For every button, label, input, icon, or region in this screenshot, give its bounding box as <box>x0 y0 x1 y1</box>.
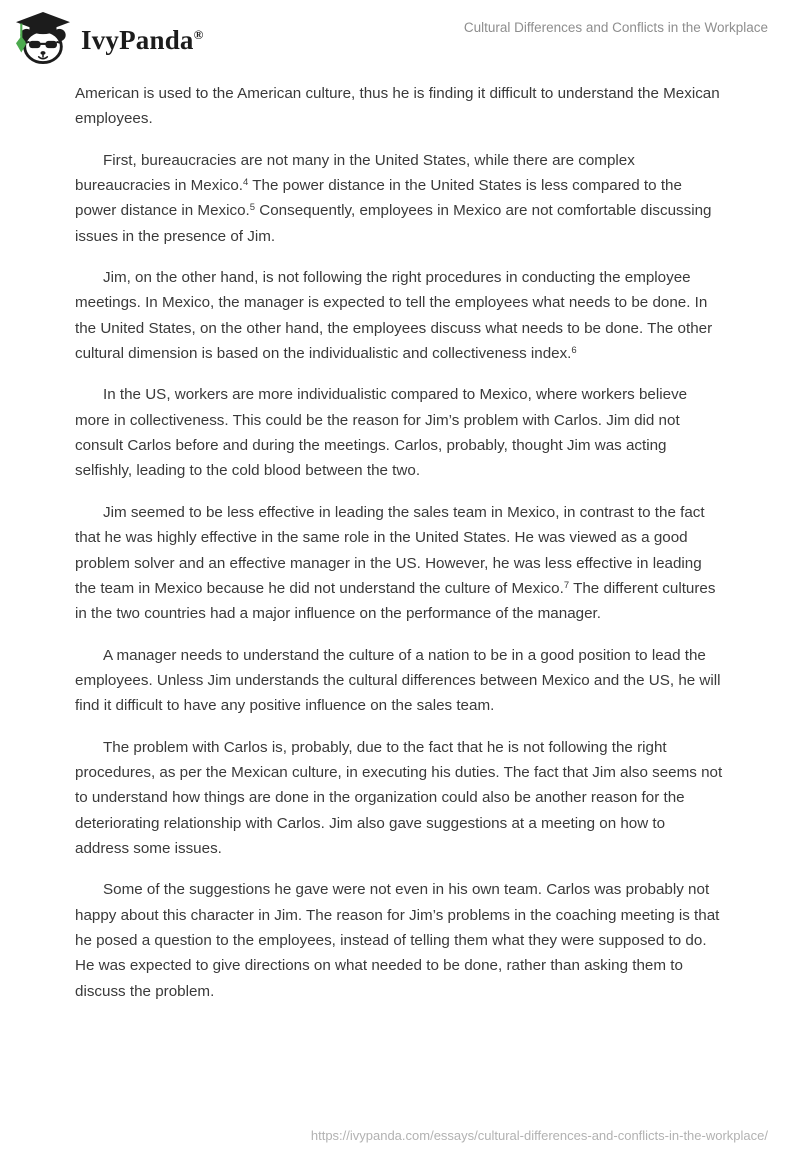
registered-trademark-symbol: ® <box>193 27 204 42</box>
paragraph: Some of the suggestions he gave were not even in his own team. Carlos was probably not happy about this character in Jim. The reason for Jim’s problems in the coaching meeting is that he posed a question to the employees, instead of telling them what they were supposed to do. He was expected to give directions on what needed to be done, rather than asking them to discuss the problem. <box>75 881 720 1000</box>
paragraph: In the US, workers are more individualistic compared to Mexico, where workers believe more in collectiveness. This could be the reason for Jim’s problem with Carlos. Jim did not consult Carlos before and during the meetings. Carlos, probably, thought Jim was acting selfishly, leading to the cold blood between the two. <box>75 386 688 480</box>
paragraph: A manager needs to understand the culture of a nation to be in a good position to lead the employees. Unless Jim understands the cultural differences between Mexico and the US, he will find it difficult to have any positive influence on the sales team. <box>75 646 721 715</box>
ivypanda-logo <box>14 8 204 67</box>
footnote-reference: 6 <box>571 345 577 357</box>
paragraph: The problem with Carlos is, probably, due to the fact that he is not following the right procedures, as per the Mexican culture, in executing his duties. The fact that Jim also seems not to understand how things are done in the organization could also be another reason for the deteriorating relationship with Carlos. Jim also gave suggestions at a meeting on how to address some issues. <box>75 738 723 857</box>
logo-wordmark <box>81 8 204 67</box>
footnote-reference: 5 <box>249 202 256 214</box>
paragraph: Jim, on the other hand, is not following the right procedures in conducting the employee meetings. In Mexico, the manager is expected to tell the employees what needs to be done. In the United States, on the other hand, the employees discuss what needs to be done. The other cultural dimension is based on the individualistic and collectiveness index.$^6$ <box>75 269 713 363</box>
footnote-reference: 7 <box>563 579 570 591</box>
panda-logo-icon <box>14 11 72 65</box>
footnote-reference: 4 <box>242 177 249 189</box>
paragraph: Jim seemed to be less effective in leading the sales team in Mexico, in contrast to the fact that he was highly effective in the same role in the United States. He was viewed as a good problem solver and an effective manager in the US. However, he was less effective in leading the team in Mexico because he did not understand the culture of Mexico.$^7$ The different cultures in the two countries had a major influence on the performance of the manager. <box>75 503 716 623</box>
paragraph: First, bureaucracies are not many in the United States, while there are complex bureaucracies in Mexico.$^4$ The power distance in the United States is less compared to the power distance in Mexico.$^5$ Consequently, employees in Mexico are not comfortable discussing issues in the presence of Jim. <box>75 151 712 245</box>
document-title: Cultural Differences and Conflicts in the Workplace <box>463 20 768 35</box>
article-body <box>0 67 800 1004</box>
source-url: https://ivypanda.com/essays/cultural-differences-and-conflicts-in-the-workplace/ <box>310 1128 768 1143</box>
paragraph: American is used to the American culture, thus he is finding it difficult to understand the Mexican employees. <box>75 85 720 128</box>
page-header <box>0 0 800 67</box>
logo-wordmark-text: IvyPanda <box>81 25 194 55</box>
